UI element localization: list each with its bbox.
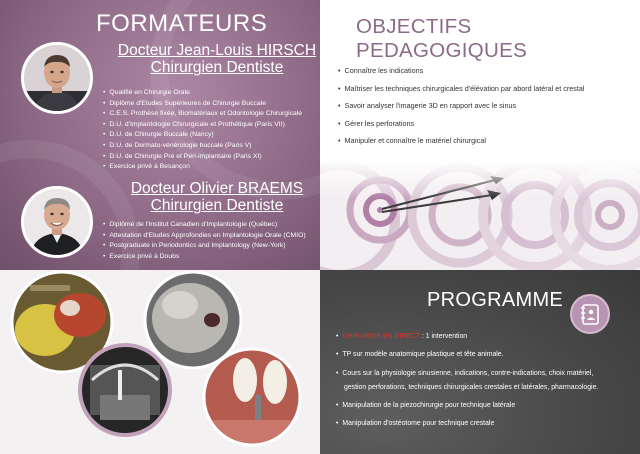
credential-item: • Exercice privé à Doubs bbox=[103, 252, 318, 263]
credential-item: • C.E.S. Prothèse fixée, Biomatériaux et Odontologie Chirurgicale bbox=[103, 109, 318, 120]
programme-title: PROGRAMME bbox=[427, 289, 564, 311]
doctor1-name-block bbox=[112, 42, 320, 76]
live-surgery-label: CHIRURGIE EN DIRECT bbox=[342, 333, 421, 340]
doctor2-role: Chirurgien Dentiste bbox=[150, 197, 284, 214]
objectifs-title: OBJECTIFS PEDAGOGIQUES bbox=[356, 15, 528, 62]
surgery-photos-panel bbox=[0, 270, 320, 454]
doctor1-role: Chirurgien Dentiste bbox=[150, 59, 284, 76]
doctor2-credentials bbox=[103, 220, 318, 262]
credential-item: • Attestation d'Etudes Approfondies en Implantologie Orale (CMIO) bbox=[103, 231, 318, 242]
credential-item: • Diplôme d'Etudes Supérieures de Chirurgie Buccale bbox=[103, 99, 318, 110]
archery-targets-image bbox=[320, 160, 640, 270]
doctor2-name: Docteur Olivier BRAEMS bbox=[130, 180, 304, 197]
credential-item: • D.U. de Chirurgie Pré et Péri-implantaire (Paris XI) bbox=[103, 152, 318, 163]
objectif-item: • Manipuler et connaître le matériel chirurgical bbox=[338, 136, 638, 145]
objectifs-list bbox=[338, 66, 638, 154]
agenda-icon bbox=[570, 294, 610, 334]
surgery-photo-collage bbox=[0, 270, 320, 454]
programme-item-continued: gestion perforations, techniques chirurgicales crestales et latérales, pharmacologie. bbox=[344, 383, 599, 391]
credential-item: • D.U. d'Implantologie Chirurgicale et Prothétique (Paris VII) bbox=[103, 120, 318, 131]
programme-item-live bbox=[336, 332, 636, 342]
doctor2-name-block bbox=[112, 180, 320, 214]
objectif-item: • Connaître les indications bbox=[338, 66, 638, 75]
doctor1-name: Docteur Jean-Louis HIRSCH bbox=[117, 42, 317, 59]
formateurs-panel bbox=[0, 0, 320, 270]
programme-item: • TP sur modèle anatomique plastique et tête animale. bbox=[336, 350, 636, 360]
programme-item: • Cours sur la physiologie sinusienne, indications, contre-indications, choix matériel, bbox=[336, 369, 636, 379]
objectif-item: • Savoir analyser l'imagerie 3D en rapport avec le sinus bbox=[338, 101, 638, 110]
live-surgery-suffix: : 1 intervention bbox=[420, 333, 468, 340]
programme-item: • Manipulation de la piezochirurgie pour technique latérale bbox=[336, 401, 636, 411]
credential-item: • D.U. de Chirurgie Buccale (Nancy) bbox=[103, 130, 318, 141]
credential-item: • Diplômé de l'Institut Canadien d'Implantologie (Québec) bbox=[103, 220, 318, 231]
credential-item: • Qualifié en Chirurgie Orale bbox=[103, 88, 318, 99]
objectif-item: • Maîtriser les techniques chirurgicales d'élévation par abord latéral et crestal bbox=[338, 84, 638, 93]
doctor1-credentials bbox=[103, 88, 318, 173]
programme-item: • Manipulation d'ostéotome pour technique crestale bbox=[336, 419, 636, 429]
credential-item: • D.U. de Dermato-vénérologie buccale (Paris V) bbox=[103, 141, 318, 152]
objectif-item: • Gérer les perforations bbox=[338, 119, 638, 128]
formateurs-title: FORMATEURS bbox=[96, 10, 268, 37]
programme-panel bbox=[320, 270, 640, 454]
credential-item: • Postgraduate in Periodontics and Implantology (New-York) bbox=[103, 241, 318, 252]
doctor2-portrait bbox=[21, 186, 93, 258]
credential-item: • Exercice privé à Besançon bbox=[103, 162, 318, 173]
doctor1-portrait bbox=[21, 42, 93, 114]
programme-list bbox=[336, 332, 636, 438]
objectifs-panel bbox=[320, 0, 640, 270]
